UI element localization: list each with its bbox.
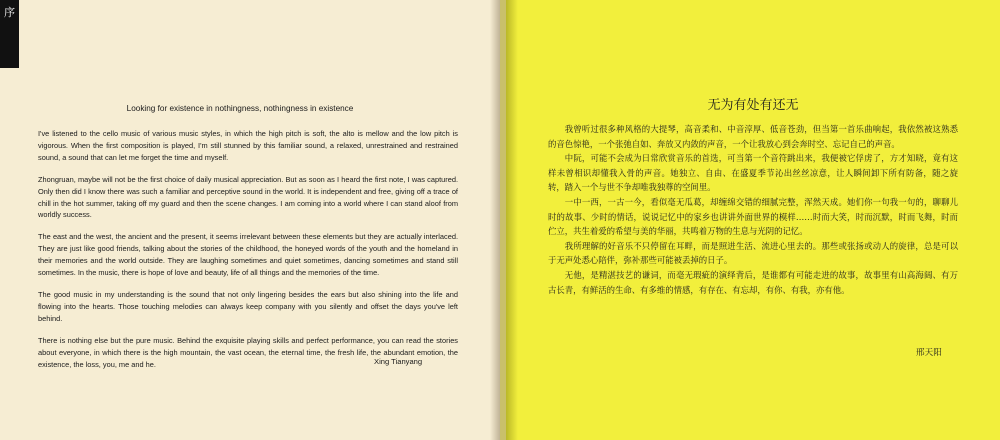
english-paragraph: Zhongruan, maybe will not be the first choice of daily musical appreciation. But as soon as I heard the first note, I was captured. Only then did I know there was such a familiar and perceptive sound in the world. It is independent and free, giving off a trace of chill in the hot summer, taking off my guard and then the scene changes. I am coming into a world where I can stand aloof from worldly success.: [38, 174, 458, 220]
chinese-signature: 邢天阳: [916, 348, 942, 358]
chinese-paragraph: 无他，是精湛技艺的谦词，而毫无瑕疵的演绎背后，是谁都有可能走进的故事，故事里有山高海阔、有万古长青，有鲜活的生命、有多维的情感，有存在、有忘却，有你、有我，亦有他。: [548, 269, 958, 295]
chinese-paragraph: 一中一西，一古一今，看似毫无瓜葛，却缠绵交错的细腻完整，浑然天成。她们你一句我一句的，聊聊儿时的故事、少时的情话，说说记忆中的家乡也讲讲外面世界的模样……时而大笑，时而沉默，时而飞舞，时而伫立，共生着爱的希望与美的华丽，共鸣着万物的生息与光阴的记忆。: [548, 196, 958, 237]
english-body: [38, 128, 458, 380]
english-paragraph: I've listened to the cello music of various music styles, in which the high pitch is soft, the alto is mellow and the low pitch is vigorous. When the first composition is played, I'm still stunned by this familiar sound, a relaxed, unrestrained and restrained sound, a sound that can let me forget the time and myself.: [38, 129, 458, 162]
english-paragraph: There is nothing else but the pure music. Behind the exquisite playing skills and perfect performance, you can read the stories about everyone, in which there is the high mountain, the vast ocean, the eternal time, the fresh life, the abundant emotion, the existence, the loss, you, me and he.: [38, 335, 458, 369]
chinese-page: [506, 0, 1000, 440]
chinese-paragraph: 我所理解的好音乐不只停留在耳畔，而是照进生活、流进心里去的。那些或张扬或动人的旋律，总是可以于无声处悉心陪伴，弥补那些可能被丢掉的日子。: [548, 240, 958, 266]
page-gutter-shadow: [506, 0, 518, 440]
chinese-title: 无为有处有还无: [707, 98, 799, 113]
section-tab: [0, 0, 19, 68]
page-gutter-shadow: [490, 0, 500, 440]
section-tab-label: 序: [4, 6, 15, 19]
english-paragraph: The east and the west, the ancient and the present, it seems irrelevant between these elements but they are actually interlaced. They are just like good friends, talking about the stories of the childhood, the honeyed words of the youth and the homeland in their memories and the world outside. They are laughing sometimes and quiet sometimes, dancing sometimes and stand still sometimes. In the music, there is hope of love and beauty, life of all things and the memories of the time.: [38, 232, 458, 278]
chinese-body: [548, 122, 958, 297]
chinese-paragraph: 我曾听过很多种风格的大提琴，高音柔和、中音淳厚、低音苍劲，但当第一首乐曲响起，我依然被这熟悉的音色惊艳，一个张弛自如、奔放又内敛的声音，一个让我放心到会奔时空、忘记自己的声音。: [548, 124, 958, 149]
chinese-paragraph: 中阮，可能不会成为日常欣赏音乐的首选，可当第一个音符跳出来，我便被它俘虏了，方才知晓，竟有这样未曾相识却懂我入骨的声音。她独立、自由、在盛夏季节沁出丝丝凉意，让人瞬间卸下所有防备，随之旋转，踏入一个与世不争却唯我独尊的空间里。: [548, 153, 958, 193]
english-signature: Xing Tianyang: [374, 357, 423, 366]
english-title: Looking for existence in nothingness, nothingness in existence: [126, 104, 354, 113]
english-paragraph: The good music in my understanding is the sound that not only lingering besides the ears but also shining into the life and flowing into the hearts. Those touching melodies can always keep company with you silently and offset the days you've left behind.: [38, 289, 458, 323]
